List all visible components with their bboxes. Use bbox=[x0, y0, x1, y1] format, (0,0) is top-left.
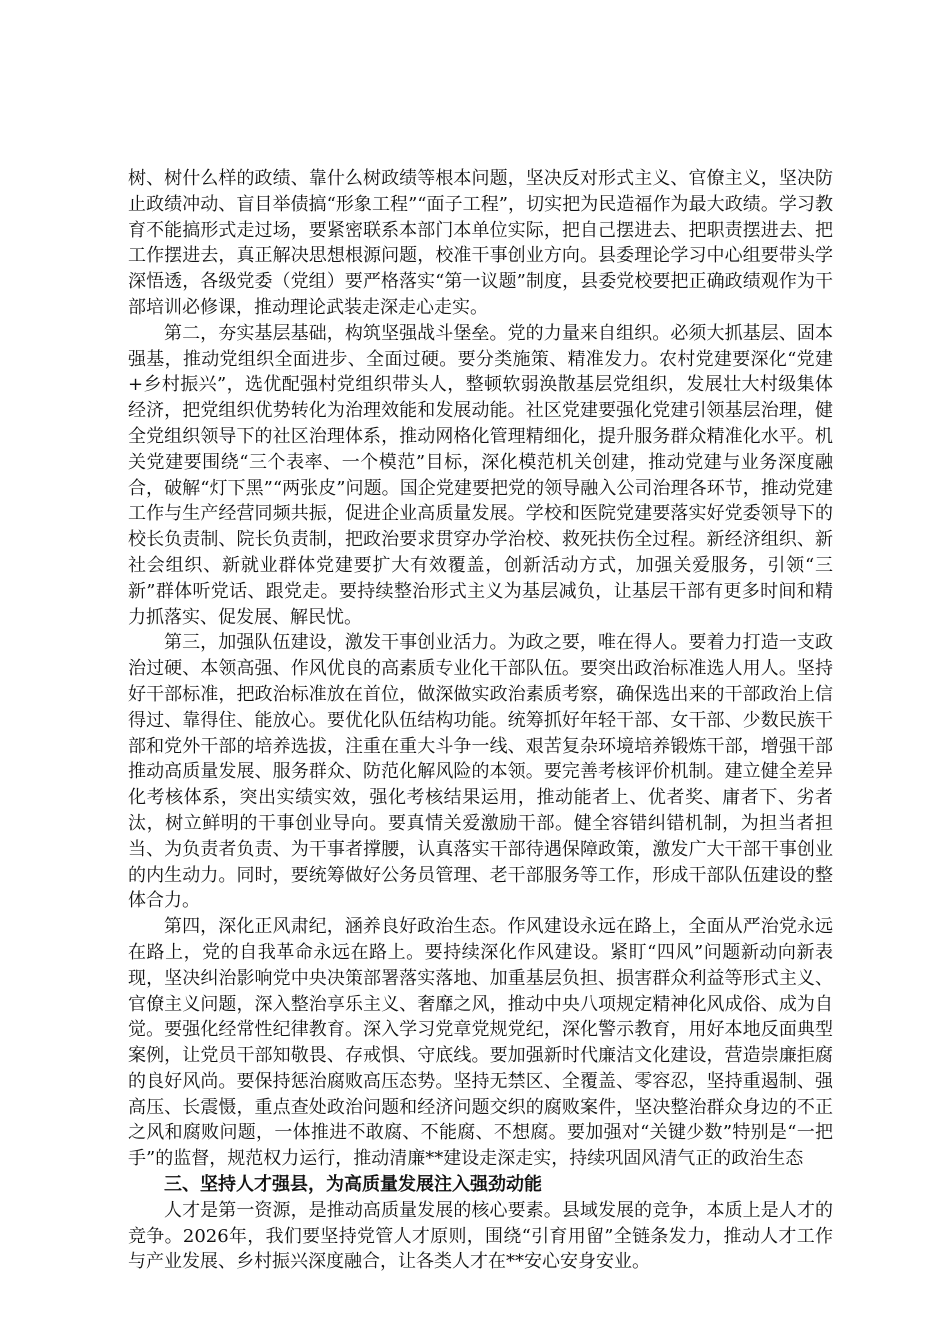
paragraph-third-team-building: 第三，加强队伍建设，激发干事创业活力。为政之要，唯在得人。要着力打造一支政治过硬、本领高强、作风优良的高素质专业化干部队伍。要突出政治标准选人用人。坚持好干部标准，把政治标准放在首位，做深做实政治素质考察，确保选出来的干部政治上信得过、靠得住、能放心。要优化队伍结构功能。统筹抓好年轻干部、女干部、少数民族干部和党外干部的培养选拔，注重在重大斗争一线、艰苦复杂环境培养锻炼干部，增强干部推动高质量发展、服务群众、防范化解风险的本领。要完善考核评价机制。建立健全差异化考核体系，突出实绩实效，强化考核结果运用，推动能者上、优者奖、庸者下、劣者汰，树立鲜明的干事创业导向。要真情关爱激励干部。健全容错纠错机制，为担当者担当、为负责者负责、为干事者撑腰，认真落实干部待遇保障政策，激发广大干部干事创业的内生动力。同时，要统筹做好公务员管理、老干部服务等工作，形成干部队伍建设的整体合力。 bbox=[128, 632, 833, 912]
paragraph-talent-intro: 人才是第一资源，是推动高质量发展的核心要素。县域发展的竞争，本质上是人才的竞争。2026年，我们要坚持党管人才原则，围绕“引育用留”全链条发力，推动人才工作与产业发展、乡村振兴深度融合，让各类人才在**安心安身安业。 bbox=[128, 1199, 833, 1273]
paragraph-continuation: 树、树什么样的政绩、靠什么树政绩等根本问题，坚决反对形式主义、官僚主义，坚决防止政绩冲动、盲目举债搞“形象工程”“面子工程”，切实把为民造福作为最大政绩。学习教育不能搞形式走过场，要紧密联系本部门本单位实际，把自己摆进去、把职责摆进去、把工作摆进去，真正解决思想根源问题，校准干事创业方向。县委理论学习中心组要带头学深悟透，各级党委（党组）要严格落实“第一议题”制度，县委党校要把正确政绩观作为干部培训必修课，推动理论武装走深走心走实。 bbox=[128, 168, 833, 318]
document-body bbox=[128, 166, 833, 1275]
paragraph-second-strengthen-grassroots: 第二，夯实基层基础，构筑坚强战斗堡垒。党的力量来自组织。必须大抓基层、固本强基，推动党组织全面进步、全面过硬。要分类施策、精准发力。农村党建要深化“党建+乡村振兴”，选优配强村党组织带头人，整顿软弱涣散基层党组织，发展壮大村级集体经济，把党组织优势转化为治理效能和发展动能。社区党建要强化党建引领基层治理，健全党组织领导下的社区治理体系，推动网格化管理精细化，提升服务群众精准化水平。机关党建要围绕“三个表率、一个模范”目标，深化模范机关创建，推动党建与业务深度融合，破解“灯下黑”“两张皮”问题。国企党建要把党的领导融入公司治理各环节，推动党建工作与生产经营同频共振，促进企业高质量发展。学校和医院党建要落实好党委领导下的校长负责制、院长负责制，把政治要求贯穿办学治校、救死扶伤全过程。新经济组织、新社会组织、新就业群体党建要扩大有效覆盖，创新活动方式，加强关爱服务，引领“三新”群体听党话、跟党走。要持续整治形式主义为基层减负，让基层干部有更多时间和精力抓落实、促发展、解民忧。 bbox=[128, 322, 833, 628]
section-heading-talent: 三、坚持人才强县，为高质量发展注入强劲动能 bbox=[164, 1174, 542, 1196]
paragraph-fourth-discipline: 第四，深化正风肃纪，涵养良好政治生态。作风建设永远在路上，全面从严治党永远在路上，党的自我革命永远在路上。要持续深化作风建设。紧盯“四风”问题新动向新表现，坚决纠治影响党中央决策部署落实落地、加重基层负担、损害群众利益等形式主义、官僚主义问题，深入整治享乐主义、奢靡之风，推动中央八项规定精神化风成俗、成为自觉。要强化经常性纪律教育。深入学习党章党规党纪，深化警示教育，用好本地反面典型案例，让党员干部知敬畏、存戒惧、守底线。要加强新时代廉洁文化建设，营造崇廉拒腐的良好风尚。要保持惩治腐败高压态势。坚持无禁区、全覆盖、零容忍，坚持重遏制、强高压、长震慑，重点查处政治问题和经济问题交织的腐败案件，坚决整治群众身边的不正之风和腐败问题，一体推进不敢腐、不能腐、不想腐。要加强对“关键少数”特别是“一把手”的监督，规范权力运行，推动清廉**建设走深走实，持续巩固风清气正的政治生态 bbox=[128, 916, 833, 1170]
